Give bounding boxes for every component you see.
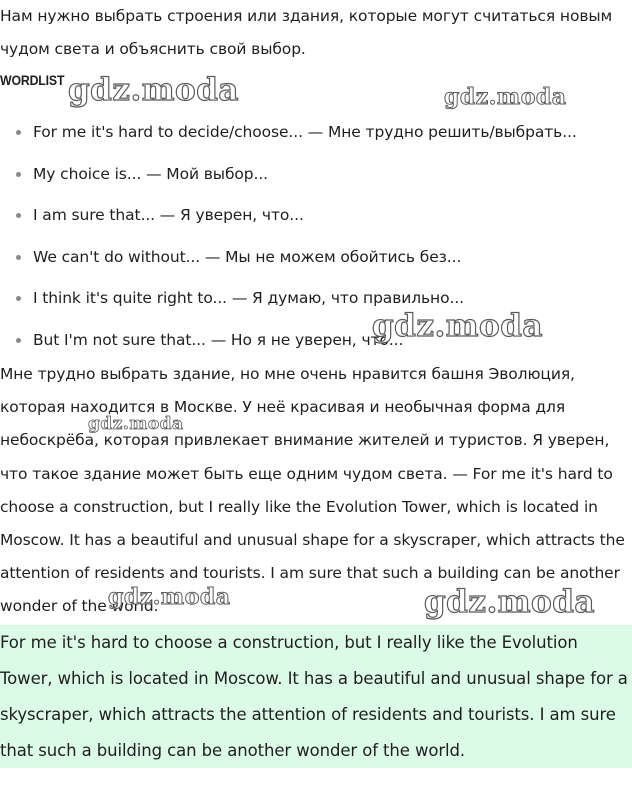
wordlist-item [0, 238, 577, 280]
wordlist-item-text: But I'm not sure that... — Но я не уверен, что... [33, 330, 404, 349]
wordlist-item [0, 155, 577, 197]
bullet-icon [16, 172, 21, 177]
bullet-icon [16, 338, 21, 343]
wordlist-item-text: I think it's quite right to... — Я думаю, что правильно... [33, 289, 464, 308]
wordlist-item-text: My choice is... — Мой выбор... [33, 164, 269, 183]
bullet-icon [16, 255, 21, 260]
wordlist-title: WORDLIST [0, 72, 65, 88]
answer-highlighted: For me it's hard to choose a construction, but I really like the Evolution Tower, which is located in Moscow. It has a beautiful and unusual shape for a skyscraper, which attracts the attention of residents and tourists. I am sure that such a building can be another wonder of the world. [0, 625, 632, 768]
wordlist-item [0, 196, 577, 238]
bullet-icon [16, 296, 21, 301]
watermark-logo: gdz.moda [424, 584, 595, 620]
wordlist-item [0, 321, 577, 363]
bullet-icon [16, 130, 21, 135]
wordlist-item-text: For me it's hard to decide/choose... — Мне трудно решить/выбрать... [33, 123, 577, 141]
watermark-logo: gdz.moda [68, 72, 239, 108]
watermark-logo: gdz.moda [108, 584, 231, 610]
watermark-logo: gdz.moda [444, 84, 567, 110]
watermark-logo: gdz.moda [88, 414, 184, 434]
wordlist-item-text: We can't do without... — Мы не можем обойтись без... [33, 247, 462, 266]
answer-with-translation: Мне трудно выбрать здание, но мне очень нравится башня Эволюция, которая находится в Москве. У неё красивая и необычная форма для небоскрёба, которая привлекает внимание жителей и туристов. Я уверен, что такое здание может быть еще одним чудом света. — For me it's hard to choose a construction, but I really like the Evolution Tower, which is located in Moscow. It has a beautiful and unusual shape for a skyscraper, which attracts the attention of residents and tourists. I am sure that such a building can be another wonder of the world. [0, 365, 625, 616]
wordlist-item-text: I am sure that... — Я уверен, что... [33, 206, 304, 225]
watermark-logo: gdz.moda [372, 308, 543, 344]
task-description: Нам нужно выбрать строения или здания, которые могут считаться новым чудом света и объяснить свой выбор. [0, 7, 613, 58]
wordlist-item [0, 113, 577, 155]
bullet-icon [16, 213, 21, 218]
wordlist-item [0, 279, 577, 321]
wordlist [0, 113, 577, 363]
